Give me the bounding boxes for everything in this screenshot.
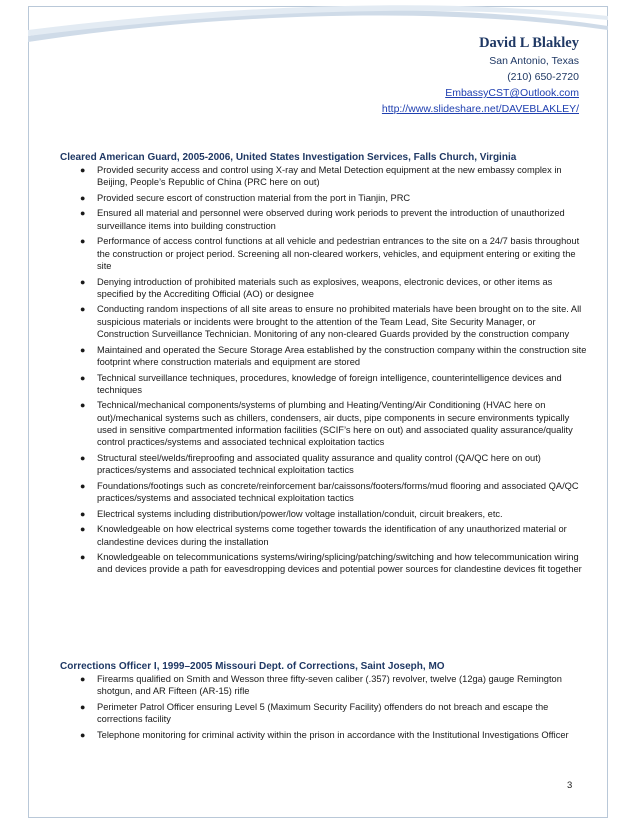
bullet-item: ● Telephone monitoring for criminal activity within the prison in accordance with the Institutional Investigations Officer — [80, 729, 569, 740]
bullet-item: ● Performance of access control functions at all vehicle and pedestrian entrances to the site on a 24/7 basis throughout the construction or project period. Screening all non-cleared workers, vehicles, and equipment entering or exiting the site — [80, 236, 580, 271]
bullet-dot-icon: ● — [80, 400, 86, 411]
bullet-dot-icon: ● — [80, 552, 86, 563]
bullet-item: ● Technical/mechanical components/systems of plumbing and Heating/Venting/Air Conditioning (HVAC here on out)/mechanical systems such as chillers, condensers, air ducts, pipe components in secure environments typically used in sensitive compartmented information facilities (SCIF’s here on out) and associated quality assurance/quality control practices/systems and associated technical exploitation tactics — [80, 400, 573, 448]
bullet-item: ● Perimeter Patrol Officer ensuring Level 5 (Maximum Security Facility) offenders do not breach and escape the corrections facility — [80, 701, 549, 725]
job-title-1: Cleared American Guard, 2005-2006, United States Investigation Services, Falls Church, Virginia — [60, 152, 517, 163]
bullet-dot-icon: ● — [80, 508, 86, 519]
job-2-bullet-list — [60, 673, 590, 741]
job-1-bullet-list — [60, 164, 590, 576]
bullet-dot-icon: ● — [80, 344, 86, 355]
bullet-item: ● Conducting random inspections of all site areas to ensure no prohibited materials have been brought on to the site. All suspicious materials or incidents were brought to the attention of the Team Lead, Site Security Manager, or Construction Surveillance Technician. Monitoring of any non-cleared Guards provided by the construction company — [80, 304, 582, 340]
bullet-item: ● Maintained and operated the Secure Storage Area established by the construction company within the construction site footprint where construction materials and equipment are stored — [80, 344, 587, 367]
bullet-dot-icon: ● — [80, 524, 86, 535]
bullet-item: ● Electrical systems including distribution/power/low voltage installation/conduit, circuit breakers, etc. — [80, 508, 503, 519]
bullet-dot-icon: ● — [80, 674, 86, 684]
bullet-dot-icon: ● — [80, 236, 86, 247]
job-section-1 — [60, 151, 590, 579]
bullet-dot-icon: ● — [80, 192, 86, 203]
bullet-dot-icon: ● — [80, 165, 86, 175]
page-number: 3 — [567, 780, 573, 791]
job-section-2 — [60, 660, 590, 744]
bullet-dot-icon: ● — [80, 304, 86, 315]
location: San Antonio, Texas — [489, 55, 579, 67]
bullet-item: ● Provided security access and control using X-ray and Metal Detection equipment at the new embassy complex in Beijing, People’s Republic of China (PRC here on out) — [80, 165, 562, 188]
bullet-item: ● Firearms qualified on Smith and Wesson three fifty-seven caliber (.357) revolver, twelve (12ga) gauge Remington shotgun, and AR Fifteen (AR-15) rifle — [80, 674, 562, 697]
bullet-item: ● Structural steel/welds/fireproofing and associated quality assurance and quality control (QA/QC here on out) practices/systems and associated technical exploitation tactics — [80, 452, 541, 476]
person-name: David L Blakley — [479, 35, 579, 51]
bullet-item: ● Ensured all material and personnel were observed during work periods to prevent the introduction of unauthorized surveillance items into building construction — [80, 208, 565, 231]
bullet-item: ● Denying introduction of prohibited materials such as explosives, weapons, electronic devices, or other items as specified by the Accrediting Official (AO) or designee — [80, 276, 553, 299]
bullet-item: ● Foundations/footings such as concrete/reinforcement bar/caissons/footers/forms/mud flooring and associated QA/QC practices/systems and associated technical exploitation tactics — [80, 480, 579, 504]
bullet-item: ● Provided secure escort of construction material from the port in Tianjin, PRC — [80, 192, 411, 203]
bullet-dot-icon: ● — [80, 701, 86, 712]
job-title-2: Corrections Officer I, 1999–2005 Missouri Dept. of Corrections, Saint Joseph, MO — [60, 661, 445, 672]
phone-number: (210) 650-2720 — [507, 71, 579, 83]
bullet-dot-icon: ● — [80, 729, 86, 740]
email-link[interactable]: EmbassyCST@Outlook.com — [445, 87, 579, 99]
bullet-dot-icon: ● — [80, 208, 86, 219]
bullet-dot-icon: ● — [80, 480, 86, 491]
bullet-item: ● Knowledgeable on telecommunications systems/wiring/splicing/patching/switching and how telecommunication wiring and devices provide a path for eavesdropping devices and potential power sources for clandestine devices fit together — [80, 552, 582, 575]
website-link[interactable]: http://www.slideshare.net/DAVEBLAKLEY/ — [381, 103, 579, 115]
bullet-dot-icon: ● — [80, 452, 86, 463]
bullet-dot-icon: ● — [80, 276, 86, 287]
bullet-item: ● Knowledgeable on how electrical systems come together towards the identification of any unauthorized material or clandestine devices during the installation — [80, 524, 567, 547]
bullet-item: ● Technical surveillance techniques, procedures, knowledge of foreign intelligence, counterintelligence devices and techniques — [80, 372, 562, 395]
contact-header — [382, 34, 579, 117]
bullet-dot-icon: ● — [80, 372, 86, 383]
